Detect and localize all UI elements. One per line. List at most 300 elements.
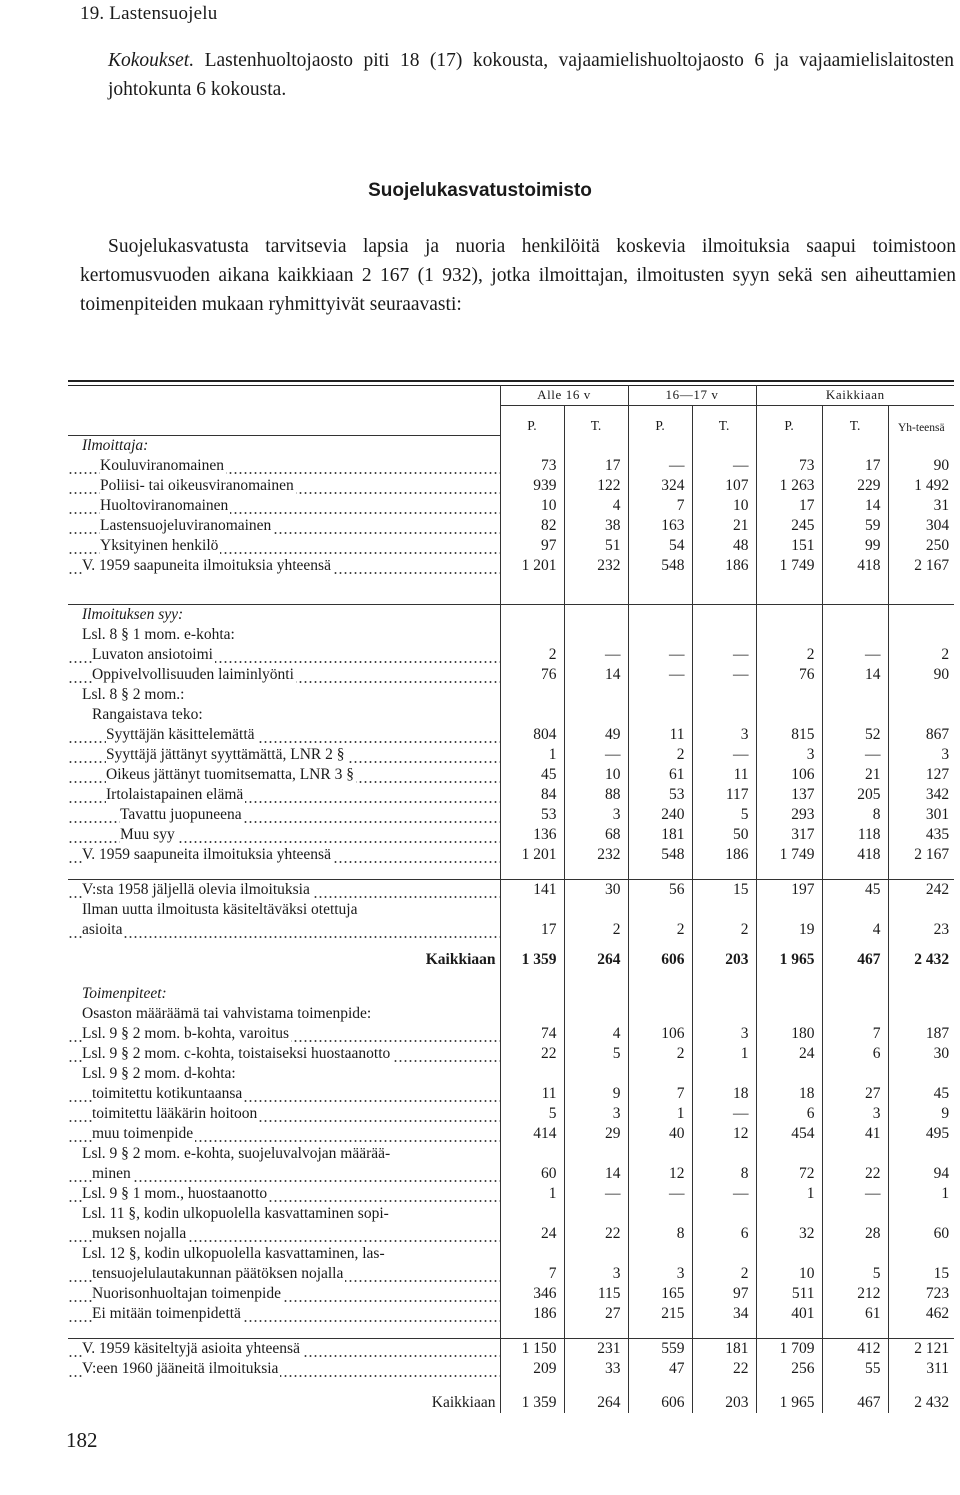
table-row [68,1184,954,1204]
spacer-cell [888,940,954,950]
value-cell: 72 [756,1164,822,1184]
value-cell: 186 [692,845,756,865]
spacer-cell [68,865,500,880]
spacer-cell [628,1379,692,1393]
value-cell: 18 [692,1084,756,1104]
empty-cell [564,436,628,457]
table-row [68,785,954,805]
value-cell: 151 [756,536,822,556]
value-cell: 2 [941,646,950,663]
value-cell: 55 [822,1359,888,1379]
table-row [68,1204,954,1224]
value-cell: 33 [564,1359,628,1379]
table-row [68,880,954,901]
row-label [68,1024,500,1044]
row-label [68,1124,500,1144]
value-cell: 88 [564,785,628,805]
spacer-cell [756,970,822,984]
value-cell: 3 [564,805,628,825]
empty-cell [500,436,564,457]
row-label [68,785,500,805]
spacer-cell [500,940,564,950]
value-cell: 1 [692,1044,756,1064]
spacer-cell [888,970,954,984]
value-cell: — [822,1184,888,1204]
group-label: Lsl. 9 § 2 mom. d-kohta: [68,1064,500,1084]
table-row [68,1024,954,1044]
value-cell: 12 [692,1124,756,1144]
value-cell: 9 [564,1084,628,1104]
row-label [68,845,500,865]
value-cell: 52 [822,725,888,745]
value-cell: 90 [933,666,950,683]
row-label [68,476,500,496]
table-row [68,1359,954,1379]
row-label-text: Ei mitään toimenpidettä [92,1305,241,1322]
spacer-cell [692,865,756,880]
value-cell: 118 [822,825,888,845]
empty-cell [692,984,756,1004]
empty-cell [500,1004,564,1024]
empty-cell [756,1204,822,1224]
value-cell: 14 [564,1164,628,1184]
value-cell: 232 [564,845,628,865]
value-cell: 1 263 [756,476,822,496]
value-cell: 60 [500,1164,564,1184]
row-label-text: V. 1959 käsiteltyjä asioita yhteensä [82,1340,300,1357]
empty-cell [564,705,628,725]
value-cell: 8 [628,1224,692,1244]
spacer-cell [756,576,822,590]
statistics-table-wrap [68,385,954,1413]
row-label [68,1339,500,1360]
row-label [68,556,500,576]
value-cell: 232 [564,556,628,576]
value-cell: 559 [628,1339,692,1360]
empty-cell [692,685,756,705]
value-cell: 311 [926,1360,950,1377]
value-cell: 22 [564,1224,628,1244]
empty-cell [888,1204,954,1224]
value-cell: 17 [500,920,564,940]
spacer-cell [68,970,500,984]
value-cell: 14 [822,665,888,685]
value-cell: 197 [756,880,822,901]
table-row [68,950,954,970]
empty-cell [628,1144,692,1164]
value-cell: 14 [564,665,628,685]
value-cell: 467 [822,950,888,970]
spacer-cell [756,940,822,950]
spacer-cell [564,590,628,605]
value-cell: 606 [628,1393,692,1413]
empty-cell [822,1004,888,1024]
table-row [68,436,954,457]
value-cell: 48 [692,536,756,556]
row-label [68,825,500,845]
value-cell: — [628,665,692,685]
value-cell: 28 [822,1224,888,1244]
value-cell: 45 [822,880,888,901]
value-cell: 2 167 [914,557,950,574]
value-cell: 15 [692,880,756,901]
section-label: Ilmoittaja: [68,436,500,457]
empty-cell [628,1204,692,1224]
value-cell: 1 [500,745,564,765]
value-cell: 2 [692,920,756,940]
row-label-text: Lsl. 9 § 2 mom. b-kohta, varoitus [82,1025,290,1042]
row-label-text: muksen nojalla [92,1225,187,1242]
value-cell: — [564,745,628,765]
value-cell: 324 [628,476,692,496]
group-label: Lsl. 12 §, kodin ulkopuolella kasvattaminen, las- [68,1244,500,1264]
value-cell: 30 [564,880,628,901]
value-cell: 723 [925,1285,950,1302]
value-cell: 59 [822,516,888,536]
empty-cell [500,705,564,725]
table-body [68,436,954,1414]
value-cell: — [692,665,756,685]
row-label-text: Syyttäjän käsittelemättä [106,726,255,743]
value-cell: 22 [822,1164,888,1184]
value-cell: 21 [692,516,756,536]
spacer-cell [888,590,954,605]
empty-cell [564,984,628,1004]
value-cell: 30 [933,1045,950,1062]
empty-cell [628,1064,692,1084]
value-cell: 76 [500,665,564,685]
row-label-text: Kouluviranomainen [100,457,224,474]
empty-cell [564,1004,628,1024]
value-cell: 867 [925,726,950,743]
empty-cell [500,625,564,645]
sub-header: T. [692,406,756,436]
value-cell: 418 [822,845,888,865]
value-cell: 15 [933,1265,950,1282]
group-header: Alle 16 v [500,385,628,406]
table-row [68,765,954,785]
value-cell: 2 [628,745,692,765]
empty-cell [756,436,822,457]
value-cell: 5 [500,1104,564,1124]
sub-header: Yh-teensä [897,421,945,434]
row-label [68,765,500,785]
table-spacer-row [68,940,954,950]
value-cell: 264 [564,950,628,970]
row-label-text: tensuojelulautakunnan päätöksen nojalla [92,1265,344,1282]
spacer-cell [628,590,692,605]
spacer-cell [692,576,756,590]
row-label-text: V:sta 1958 jäljellä olevia ilmoituksia [82,881,310,898]
empty-cell [822,900,888,920]
value-cell: 264 [564,1393,628,1413]
value-cell: — [564,1184,628,1204]
value-cell: 73 [756,456,822,476]
empty-cell [500,1144,564,1164]
empty-cell [692,436,756,457]
empty-cell [628,436,692,457]
value-cell: 32 [756,1224,822,1244]
spacer-cell [564,1379,628,1393]
value-cell: 8 [692,1164,756,1184]
value-cell: 61 [822,1304,888,1324]
value-cell: — [692,1104,756,1124]
value-cell: 6 [692,1224,756,1244]
value-cell: 7 [628,1084,692,1104]
value-cell: 3 [756,745,822,765]
empty-cell [692,1064,756,1084]
table-row [68,456,954,476]
value-cell: 38 [564,516,628,536]
empty-cell [692,1204,756,1224]
spacer-cell [822,576,888,590]
table-spacer-row [68,970,954,984]
value-cell: 17 [756,496,822,516]
table-row [68,1104,954,1124]
value-cell: 245 [756,516,822,536]
empty-cell [692,1144,756,1164]
value-cell: 3 [692,1024,756,1044]
value-cell: 165 [628,1284,692,1304]
spacer-cell [888,865,954,880]
value-cell: 1 [500,1184,564,1204]
row-label-text: toimitettu kotikuntaansa [92,1085,243,1102]
table-row [68,1284,954,1304]
empty-cell [822,436,888,457]
header-stub [68,385,500,436]
row-label [68,496,500,516]
statistics-table [68,385,954,1413]
table-row [68,665,954,685]
row-label-text: Yksityinen henkilö [100,537,219,554]
empty-cell [628,900,692,920]
value-cell: 10 [564,765,628,785]
value-cell: 4 [822,920,888,940]
value-cell: — [692,645,756,665]
spacer-cell [68,590,500,605]
value-cell: 17 [822,456,888,476]
value-cell: 1 [628,1104,692,1124]
group-label: Lsl. 8 § 1 mom. e-kohta: [68,625,500,645]
empty-cell [564,1064,628,1084]
row-label-text: Nuorisonhuoltajan toimenpide [92,1285,281,1302]
empty-cell [822,685,888,705]
row-label [68,665,500,685]
empty-cell [888,705,954,725]
value-cell: 106 [756,765,822,785]
table-row [68,1044,954,1064]
value-cell: 163 [628,516,692,536]
spacer-cell [692,940,756,950]
row-label-text: Irtolaistapainen elämä [106,786,244,803]
sub-header: T. [822,406,888,436]
spacer-cell [564,576,628,590]
value-cell: 1 201 [500,556,564,576]
empty-cell [888,625,954,645]
row-label [68,1304,500,1324]
row-label [68,1284,500,1304]
value-cell: 7 [822,1024,888,1044]
value-cell: 203 [692,950,756,970]
row-label [68,920,500,940]
empty-cell [500,984,564,1004]
empty-cell [692,1244,756,1264]
value-cell: 181 [628,825,692,845]
group-label: Lsl. 9 § 2 mom. e-kohta, suojeluvalvojan määrää- [68,1144,500,1164]
empty-cell [500,900,564,920]
value-cell: 137 [756,785,822,805]
value-cell: 40 [628,1124,692,1144]
empty-cell [628,605,692,626]
value-cell: 2 [628,920,692,940]
value-cell: 23 [933,921,950,938]
table-row [68,1264,954,1284]
row-label [68,1084,500,1104]
value-cell: 7 [500,1264,564,1284]
value-cell: 240 [628,805,692,825]
value-cell: 418 [822,556,888,576]
value-cell: 293 [756,805,822,825]
spacer-cell [822,590,888,605]
value-cell: 4 [564,496,628,516]
empty-cell [692,900,756,920]
value-cell: 21 [822,765,888,785]
row-label-text: Lsl. 9 § 2 mom. c-kohta, toistaiseksi huostaanotto [82,1045,391,1062]
table-row [68,845,954,865]
value-cell: 180 [756,1024,822,1044]
row-label [68,516,500,536]
value-cell: 317 [756,825,822,845]
table-row [68,605,954,626]
value-cell: 186 [500,1304,564,1324]
value-cell: 10 [500,496,564,516]
value-cell: 90 [933,457,950,474]
value-cell: 5 [822,1264,888,1284]
group-label: Lsl. 11 §, kodin ulkopuolella kasvattaminen sopi- [68,1204,500,1224]
empty-cell [628,705,692,725]
table-row [68,1164,954,1184]
spacer-cell [692,590,756,605]
value-cell: 107 [692,476,756,496]
value-cell: 187 [925,1025,950,1042]
value-cell: 34 [692,1304,756,1324]
value-cell: 18 [756,1084,822,1104]
spacer-cell [692,1379,756,1393]
spacer-cell [68,940,500,950]
spacer-cell [822,1379,888,1393]
row-label-text: Lsl. 9 § 1 mom., huostaanotto [82,1185,268,1202]
spacer-cell [822,1324,888,1339]
group-label: Rangaistava teko: [68,705,500,725]
row-label-text: Muu syy [120,826,175,843]
value-cell: 27 [564,1304,628,1324]
row-label-text: Oikeus jättänyt tuomitsematta, LNR 3 § [106,766,354,783]
value-cell: 1 965 [756,950,822,970]
table-row [68,1064,954,1084]
row-label [68,805,500,825]
spacer-cell [500,970,564,984]
spacer-cell [756,865,822,880]
value-cell: 68 [564,825,628,845]
empty-cell [628,685,692,705]
value-cell: 2 432 [914,951,950,968]
table-row [68,496,954,516]
group-label: Osaston määräämä tai vahvistama toimenpide: [68,1004,500,1024]
value-cell: 6 [756,1104,822,1124]
row-label [68,1359,500,1379]
value-cell: 115 [564,1284,628,1304]
value-cell: — [692,1184,756,1204]
spacer-cell [822,970,888,984]
value-cell: 19 [756,920,822,940]
table-row [68,516,954,536]
value-cell: 11 [500,1084,564,1104]
table-row [68,984,954,1004]
section-label: Toimenpiteet: [68,984,500,1004]
row-label [68,1264,500,1284]
empty-cell [822,625,888,645]
empty-cell [888,1244,954,1264]
value-cell: 1 359 [500,950,564,970]
value-cell: 51 [564,536,628,556]
empty-cell [756,605,822,626]
value-cell: 53 [500,805,564,825]
value-cell: 73 [500,456,564,476]
row-label-text: minen [92,1165,131,1182]
table-row [68,825,954,845]
row-label-text: asioita [82,921,123,938]
empty-cell [888,984,954,1004]
empty-cell [564,1244,628,1264]
table-row [68,476,954,496]
empty-cell [756,1144,822,1164]
empty-cell [564,685,628,705]
row-label-text: V:een 1960 jääneitä ilmoituksia [82,1360,279,1377]
value-cell: — [628,456,692,476]
empty-cell [888,605,954,626]
row-label-text: Syyttäjä jättänyt syyttämättä, LNR 2 § [106,746,345,763]
value-cell: 8 [822,805,888,825]
spacer-cell [822,865,888,880]
empty-cell [756,984,822,1004]
table-spacer-row [68,1324,954,1339]
value-cell: 9 [941,1105,950,1122]
empty-cell [564,1144,628,1164]
empty-cell [500,1244,564,1264]
value-cell: 10 [756,1264,822,1284]
empty-cell [628,1244,692,1264]
empty-cell [756,625,822,645]
table-row [68,1084,954,1104]
value-cell: 414 [500,1124,564,1144]
row-label [68,880,500,901]
table-row [68,1144,954,1164]
spacer-cell [564,865,628,880]
spacer-cell [888,1324,954,1339]
section-paragraph: Suojelukasvatusta tarvitsevia lapsia ja nuoria henkilöitä koskevia ilmoituksia saapui toimistoon kertomusvuoden aikana kaikkiaan 2 167 (1 932), jotka ilmoittajan, ilmoitusten syyn sekä sen aiheuttamien toimenpiteiden mukaan ryhmittyivät seuraavasti: [80,236,956,315]
value-cell: 3 [564,1264,628,1284]
sub-header: P. [628,406,692,436]
value-cell: 1 359 [500,1393,564,1413]
empty-cell [692,705,756,725]
value-cell: — [822,745,888,765]
row-label [68,1104,500,1124]
value-cell: 606 [628,950,692,970]
value-cell: 186 [692,556,756,576]
value-cell: 2 [756,645,822,665]
row-label [68,456,500,476]
value-cell: 97 [692,1284,756,1304]
